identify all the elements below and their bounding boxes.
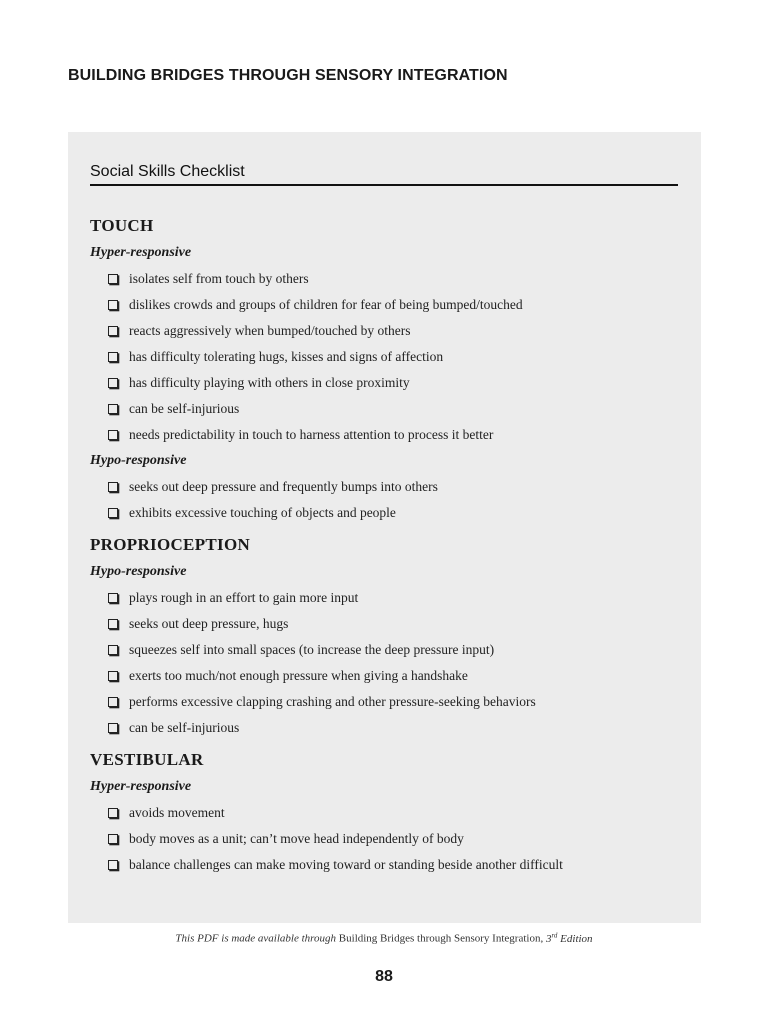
checkbox-icon[interactable] — [108, 834, 118, 844]
checklist-item — [90, 692, 680, 712]
checklist-item — [90, 347, 680, 367]
checkbox-icon[interactable] — [108, 430, 118, 440]
checklist-item — [90, 666, 680, 686]
checklist-items — [90, 588, 680, 738]
checkbox-icon[interactable] — [108, 508, 118, 518]
checklist-items — [90, 803, 680, 875]
checklist-items — [90, 269, 680, 445]
checklist-item — [90, 588, 680, 608]
footer-note-prefix: This PDF is made available through — [175, 932, 337, 945]
checklist-item — [90, 425, 680, 445]
checkbox-icon[interactable] — [108, 645, 118, 655]
checklist-item-label: isolates self from touch by others — [129, 271, 309, 286]
section-heading: PROPRIOCEPTION — [90, 535, 251, 554]
checkbox-icon[interactable] — [108, 671, 118, 681]
checklist-item — [90, 477, 680, 497]
response-subheading: Hyper-responsive — [90, 245, 192, 260]
checklist-item-label: dislikes crowds and groups of children for fear of being bumped/touched — [129, 297, 523, 312]
checklist-item-label: exerts too much/not enough pressure when giving a handshake — [129, 668, 468, 683]
checklist-item — [90, 321, 680, 341]
checklist-sections — [90, 216, 680, 881]
checklist-item-label: can be self-injurious — [129, 401, 240, 416]
checklist-item — [90, 640, 680, 660]
checklist-items — [90, 477, 680, 523]
checkbox-icon[interactable] — [108, 274, 118, 284]
footer-note-title: Building Bridges through Sensory Integration, — [338, 932, 544, 945]
panel-title: Social Skills Checklist — [90, 163, 678, 186]
checklist-item-label: balance challenges can make moving toward or standing beside another difficult — [129, 857, 563, 872]
checklist-item — [90, 803, 680, 823]
edition-word: Edition — [560, 932, 593, 945]
response-subheading: Hyper-responsive — [90, 779, 192, 794]
checklist-item-label: body moves as a unit; can’t move head independently of body — [129, 831, 464, 846]
checklist-item-label: plays rough in an effort to gain more input — [129, 590, 359, 605]
checkbox-icon[interactable] — [108, 300, 118, 310]
checkbox-icon[interactable] — [108, 593, 118, 603]
checkbox-icon[interactable] — [108, 404, 118, 414]
running-header: BUILDING BRIDGES THROUGH SENSORY INTEGRATION — [68, 67, 508, 84]
checklist-item — [90, 829, 680, 849]
checkbox-icon[interactable] — [108, 723, 118, 733]
checklist-item — [90, 269, 680, 289]
checklist-item-label: reacts aggressively when bumped/touched by others — [129, 323, 411, 338]
checkbox-icon[interactable] — [108, 352, 118, 362]
checklist-item — [90, 373, 680, 393]
checklist-item-label: seeks out deep pressure, hugs — [129, 616, 289, 631]
checklist-item-label: has difficulty playing with others in close proximity — [129, 375, 410, 390]
checklist-item — [90, 614, 680, 634]
checkbox-icon[interactable] — [108, 378, 118, 388]
response-subheading: Hypo-responsive — [90, 564, 187, 579]
checkbox-icon[interactable] — [108, 808, 118, 818]
checklist-item — [90, 295, 680, 315]
section-heading: TOUCH — [90, 216, 154, 235]
checklist-item — [90, 399, 680, 419]
footer-note — [0, 931, 768, 945]
section-heading: VESTIBULAR — [90, 750, 204, 769]
checklist-item-label: performs excessive clapping crashing and other pressure-seeking behaviors — [129, 694, 536, 709]
checklist-item — [90, 503, 680, 523]
edition-suffix: rd — [551, 931, 558, 939]
checklist-item-label: has difficulty tolerating hugs, kisses and signs of affection — [129, 349, 444, 364]
checklist-item-label: squeezes self into small spaces (to increase the deep pressure input) — [129, 642, 495, 657]
checklist-item-label: exhibits excessive touching of objects and people — [129, 505, 396, 520]
checklist-item-label: avoids movement — [129, 805, 225, 820]
checkbox-icon[interactable] — [108, 482, 118, 492]
checklist-item — [90, 718, 680, 738]
checklist-item-label: can be self-injurious — [129, 720, 240, 735]
edition-number: 3 — [545, 932, 552, 945]
checkbox-icon[interactable] — [108, 860, 118, 870]
page-number: 88 — [375, 968, 393, 985]
footer-note-edition — [546, 933, 593, 945]
checklist-item — [90, 855, 680, 875]
checklist-panel — [68, 132, 701, 923]
response-subheading: Hypo-responsive — [90, 453, 187, 468]
checklist-item-label: seeks out deep pressure and frequently bumps into others — [129, 479, 438, 494]
checkbox-icon[interactable] — [108, 697, 118, 707]
checklist-item-label: needs predictability in touch to harness attention to process it better — [129, 427, 494, 442]
checkbox-icon[interactable] — [108, 326, 118, 336]
checkbox-icon[interactable] — [108, 619, 118, 629]
